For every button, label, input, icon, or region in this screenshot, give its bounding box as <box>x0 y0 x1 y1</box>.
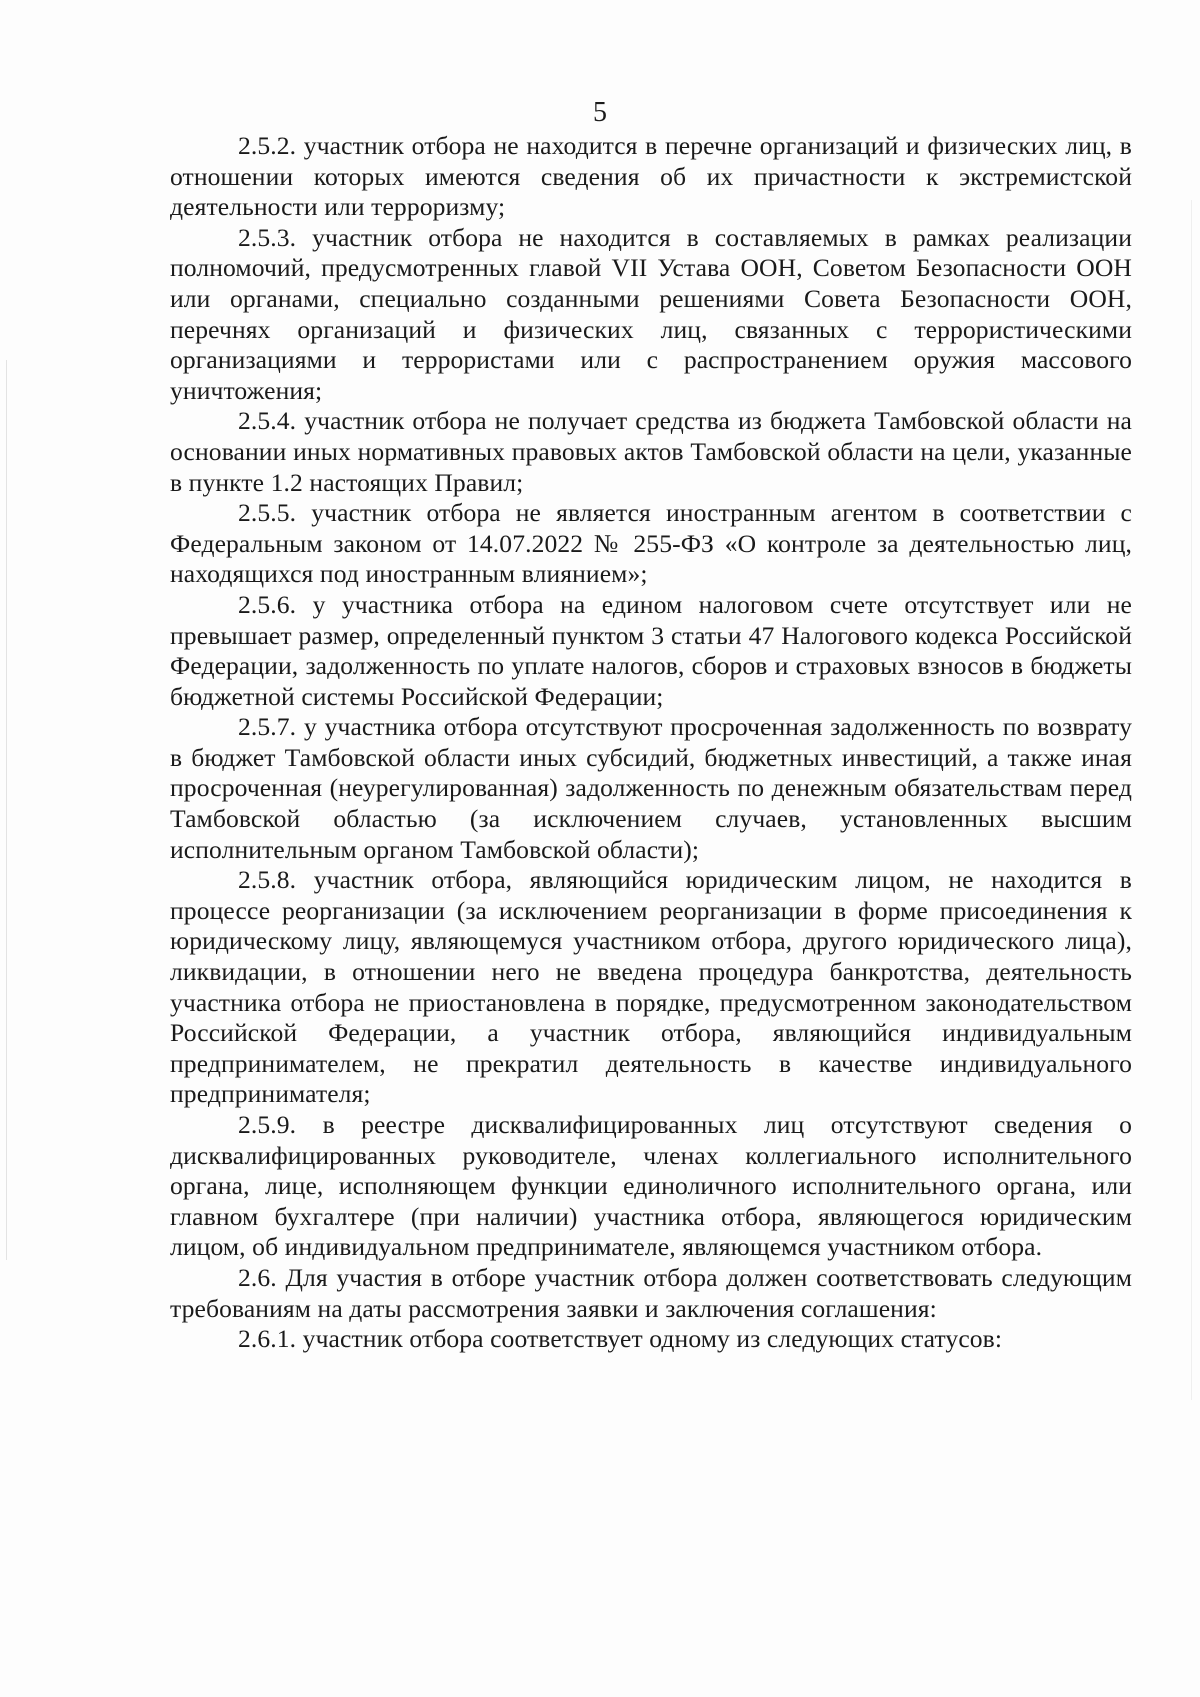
scan-edge-right <box>1191 200 1192 1400</box>
scan-edge-left <box>6 360 7 1260</box>
paragraph-2-5-2: 2.5.2. участник отбора не находится в перечне организаций и физических лиц, в отношении которых имеются сведения об их причастности к экстремистской деятельности или терроризму; <box>170 131 1132 222</box>
page-number: 5 <box>593 97 607 128</box>
paragraph-2-6-1: 2.6.1. участник отбора соответствует одному из следующих статусов: <box>238 1324 1003 1354</box>
paragraph-2-5-6: 2.5.6. у участника отбора на едином налоговом счете отсутствует или не превышает размер, определенный пунктом 3 статьи 47 Налогового кодекса Российской Федерации, задолженность по уплате налогов, сборов и страховых взносов в бюджеты бюджетной системы Российской Федерации; <box>170 589 1132 711</box>
paragraph-2-5-8: 2.5.8. участник отбора, являющийся юридическим лицом, не находится в процессе реорганизации (за исключением реорганизации в форме присоединения к юридическому лицу, являющемуся участником отбора, другого юридического лица), ликвидации, в отношении него не введена процедура банкротства, деятельность участника отбора не приостановлена в порядке, предусмотренном законодательством Российской Федерации, а участник отбора, являющийся индивидуальным предпринимателем, не прекратил деятельность в качестве индивидуального предпринимателя; <box>170 865 1132 1109</box>
paragraph-2-6: 2.6. Для участия в отборе участник отбора должен соответствовать следующим требованиям на даты рассмотрения заявки и заключения соглашения: <box>170 1262 1132 1323</box>
document-body <box>170 131 1132 1355</box>
paragraph-2-5-3: 2.5.3. участник отбора не находится в составляемых в рамках реализации полномочий, предусмотренных главой VII Устава ООН, Советом Безопасности ООН или органами, специально созданными решениями Совета Безопасности ООН, перечнях организаций и физических лиц, связанных с террористическими организациями и террористами или с распространением оружия массового уничтожения; <box>170 222 1132 405</box>
paragraph-2-5-7: 2.5.7. у участника отбора отсутствуют просроченная задолженность по возврату в бюджет Тамбовской области иных субсидий, бюджетных инвестиций, а также иная просроченная (неурегулированная) задолженность по денежным обязательствам перед Тамбовской областью (за исключением случаев, установленных высшим исполнительным органом Тамбовской области); <box>170 712 1132 864</box>
paragraph-2-5-9: 2.5.9. в реестре дисквалифицированных лиц отсутствуют сведения о дисквалифицированных руководителе, членах коллегиального исполнительного органа, лице, исполняющем функции единоличного исполнительного органа, или главном бухгалтере (при наличии) участника отбора, являющегося юридическим лицом, об индивидуальном предпринимателе, являющемся участником отбора. <box>170 1110 1132 1262</box>
paragraph-2-5-5: 2.5.5. участник отбора не является иностранным агентом в соответствии с Федеральным законом от 14.07.2022 № 255-ФЗ «О контроле за деятельностью лиц, находящихся под иностранным влиянием»; <box>170 498 1132 589</box>
paragraph-2-5-4: 2.5.4. участник отбора не получает средства из бюджета Тамбовской области на основании иных нормативных правовых актов Тамбовской области на цели, указанные в пункте 1.2 настоящих Правил; <box>170 406 1132 497</box>
